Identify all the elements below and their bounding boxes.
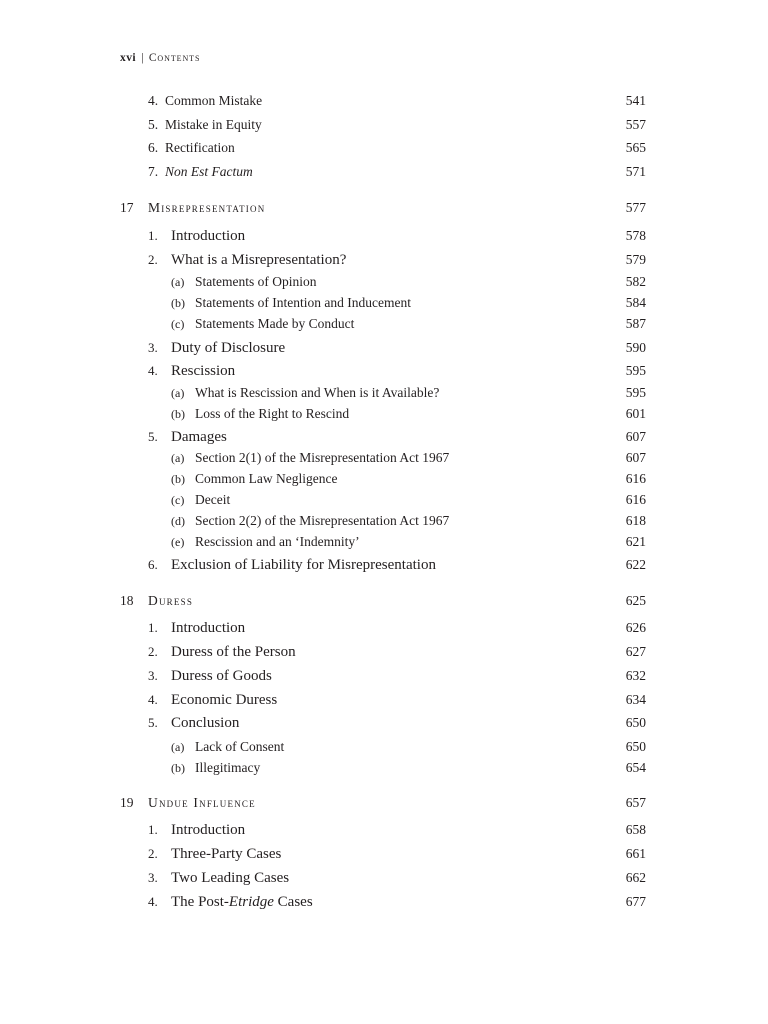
toc-section-title: What is a Misrepresentation? [171, 252, 347, 268]
toc-section [0, 162, 768, 182]
toc-section-number: 4. [148, 894, 158, 909]
toc-subsection [0, 758, 768, 778]
toc-subsection [0, 490, 768, 510]
toc-subsection [0, 532, 768, 552]
toc-subsection-title: Statements of Opinion [195, 274, 317, 289]
toc-section-page-number: 579 [625, 252, 646, 267]
toc-section-page-number: 541 [625, 93, 646, 108]
toc-subsection-number: (a) [171, 451, 185, 465]
toc-section-page-number: 650 [625, 715, 646, 730]
toc-subsection [0, 511, 768, 531]
toc-section-number: 3. [148, 668, 158, 683]
toc-chapter-number: 17 [120, 200, 134, 215]
toc-subsection-title: Loss of the Right to Rescind [195, 406, 350, 421]
toc-subsection-page-number: 607 [625, 450, 646, 465]
toc-section [0, 555, 768, 575]
toc-section-number: 4. [148, 363, 158, 378]
toc-subsection-title: What is Rescission and When is it Available? [195, 385, 440, 400]
toc-subsection [0, 404, 768, 424]
toc-section-page-number: 622 [625, 557, 646, 572]
toc-section [0, 690, 768, 710]
toc-section-number: 2. [148, 846, 158, 861]
toc-section [0, 115, 768, 135]
toc-section [0, 91, 768, 111]
toc-subsection-number: (b) [171, 296, 185, 310]
toc-subsection-number: (b) [171, 407, 185, 421]
toc-section-page-number: 658 [625, 822, 646, 837]
toc-subsection-number: (b) [171, 761, 185, 775]
toc-section-title: Introduction [171, 822, 246, 838]
toc-subsection-title: Rescission and an ‘Indemnity’ [195, 534, 360, 549]
toc-subsection-title: Lack of Consent [195, 739, 285, 754]
toc-section-title: Duress of Goods [171, 668, 272, 684]
toc-section-number: 5. [148, 117, 159, 132]
toc-section [0, 892, 768, 912]
toc-section-page-number: 661 [625, 846, 646, 861]
toc-section [0, 226, 768, 246]
toc-section-number: 5. [148, 715, 158, 730]
toc-subsection [0, 272, 768, 292]
page-folio: xvi [120, 52, 137, 64]
toc-section-page-number: 565 [625, 140, 646, 155]
toc-chapter-title: Undue Influence [148, 795, 256, 810]
toc-subsection-page-number: 616 [625, 492, 646, 507]
toc-section [0, 361, 768, 381]
toc-subsection-page-number: 616 [625, 471, 646, 486]
toc-subsection-page-number: 618 [625, 513, 646, 528]
toc-subsection-number: (b) [171, 472, 185, 486]
toc-section [0, 338, 768, 358]
toc-section-title: Common Mistake [165, 93, 263, 108]
toc-chapter-page-number: 577 [625, 200, 646, 215]
toc-section-number: 4. [148, 93, 159, 108]
toc-subsection-number: (c) [171, 493, 185, 507]
toc-section-title: Exclusion of Liability for Misrepresentation [171, 557, 436, 573]
toc-section-title: Rescission [171, 363, 236, 379]
toc-section-title: Damages [171, 429, 227, 445]
toc-subsection-page-number: 621 [625, 534, 646, 549]
toc-section [0, 642, 768, 662]
toc-section-title: The Post-Etridge Cases [171, 894, 313, 910]
toc-chapter-number: 19 [120, 795, 134, 810]
toc-chapter-title: Misrepresentation [148, 200, 266, 215]
toc-chapter [0, 198, 768, 218]
toc-section-title: Duty of Disclosure [171, 340, 286, 356]
toc-section-page-number: 557 [625, 117, 646, 132]
toc-subsection [0, 448, 768, 468]
toc-subsection [0, 314, 768, 334]
toc-section-page-number: 595 [625, 363, 646, 378]
running-head [120, 52, 200, 64]
toc-section-page-number: 632 [625, 668, 646, 683]
toc-section-number: 3. [148, 870, 158, 885]
toc-section [0, 618, 768, 638]
toc-section-title: Mistake in Equity [165, 117, 262, 132]
toc-section [0, 868, 768, 888]
toc-subsection-page-number: 650 [625, 739, 646, 754]
toc-section [0, 844, 768, 864]
toc-section-title: Duress of the Person [171, 644, 296, 660]
toc-subsection-page-number: 587 [625, 316, 646, 331]
toc-subsection [0, 737, 768, 757]
toc-section-number: 1. [148, 822, 158, 837]
toc-subsection-page-number: 654 [625, 760, 646, 775]
toc-section [0, 820, 768, 840]
toc-chapter [0, 591, 768, 611]
toc-section-title: Introduction [171, 228, 246, 244]
toc-subsection-number: (a) [171, 386, 185, 400]
toc-section-number: 4. [148, 692, 158, 707]
toc-subsection-page-number: 582 [625, 274, 646, 289]
toc-subsection [0, 293, 768, 313]
toc-section-title: Rectification [165, 140, 235, 155]
toc-section-page-number: 677 [625, 894, 646, 909]
toc-subsection-title: Statements Made by Conduct [195, 316, 355, 331]
toc-section [0, 138, 768, 158]
running-head-separator: | [141, 52, 144, 64]
toc-chapter-page-number: 657 [625, 795, 646, 810]
toc-subsection-title: Section 2(1) of the Misrepresentation Act 1967 [195, 450, 450, 465]
toc-section [0, 713, 768, 733]
toc-section [0, 666, 768, 686]
toc-section-number: 2. [148, 644, 158, 659]
toc-section-page-number: 626 [625, 620, 646, 635]
toc-section-title: Economic Duress [171, 692, 278, 708]
toc-section-number: 2. [148, 252, 158, 267]
toc-subsection-title: Section 2(2) of the Misrepresentation Act 1967 [195, 513, 450, 528]
toc-section-page-number: 662 [625, 870, 646, 885]
toc-section-number: 3. [148, 340, 158, 355]
toc-subsection-title: Statements of Intention and Inducement [195, 295, 411, 310]
toc-section-page-number: 634 [625, 692, 646, 707]
toc-chapter-number: 18 [120, 593, 134, 608]
toc-section-number: 5. [148, 429, 158, 444]
toc-chapter [0, 793, 768, 813]
toc-chapter-page-number: 625 [625, 593, 646, 608]
running-head-label: Contents [148, 52, 201, 64]
toc-section-number: 6. [148, 557, 158, 572]
toc-section-page-number: 607 [625, 429, 646, 444]
toc-chapter-title: Duress [148, 593, 194, 608]
toc-subsection-title: Common Law Negligence [195, 471, 338, 486]
toc-section-title: Two Leading Cases [171, 870, 290, 886]
toc-section [0, 250, 768, 270]
toc-section-title: Non Est Factum [165, 164, 253, 179]
toc-subsection-number: (e) [171, 535, 185, 549]
toc-section-number: 1. [148, 228, 158, 243]
toc-section-page-number: 627 [625, 644, 646, 659]
toc-section-number: 6. [148, 140, 159, 155]
toc-section-number: 1. [148, 620, 158, 635]
toc-subsection [0, 469, 768, 489]
toc-subsection-page-number: 595 [625, 385, 646, 400]
toc-section-page-number: 590 [625, 340, 646, 355]
toc-section-page-number: 571 [625, 164, 646, 179]
toc-subsection-page-number: 584 [625, 295, 646, 310]
toc-section-title: Three-Party Cases [171, 846, 282, 862]
toc-subsection [0, 383, 768, 403]
toc-section-title: Introduction [171, 620, 246, 636]
toc-subsection-number: (d) [171, 514, 185, 528]
toc-subsection-page-number: 601 [625, 406, 646, 421]
toc-subsection-number: (c) [171, 317, 185, 331]
toc-subsection-number: (a) [171, 740, 185, 754]
toc-section-number: 7. [148, 164, 159, 179]
toc-section-page-number: 578 [625, 228, 646, 243]
toc-subsection-title: Deceit [195, 492, 231, 507]
toc-subsection-title: Illegitimacy [195, 760, 261, 775]
toc-section [0, 427, 768, 447]
toc-section-title: Conclusion [171, 715, 240, 731]
toc-subsection-number: (a) [171, 275, 185, 289]
